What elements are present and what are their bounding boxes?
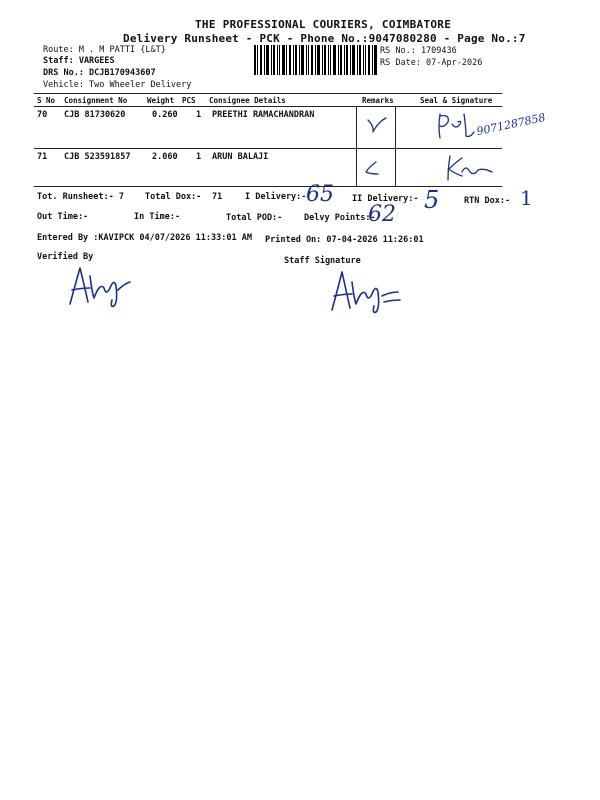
verified-by-label: Verified By [37, 252, 94, 262]
ii-delivery-value: 5 [424, 186, 440, 214]
col-seal-signature: Seal & Signature [420, 96, 493, 105]
company-name: THE PROFESSIONAL COURIERS, COIMBATORE [195, 18, 452, 31]
i-delivery-value: 65 [306, 182, 334, 207]
drs-number: DRS No.: DCJB170943607 [43, 68, 156, 78]
barcode [254, 45, 378, 75]
row-divider [395, 106, 396, 150]
out-time-label: Out Time:- [37, 212, 89, 222]
row-weight: 0.260 [152, 110, 178, 120]
row-pcs: 1 [196, 152, 202, 162]
row-consignee: ARUN BALAJI [212, 152, 269, 162]
row-pcs: 1 [196, 110, 202, 120]
col-s-no: S No [37, 96, 56, 105]
runsheet-title: Delivery Runsheet - PCK - Phone No.:9047080280 - Page No.:7 [123, 32, 526, 45]
table-top-rule [34, 93, 502, 94]
staff-signature [322, 266, 412, 316]
total-dox-label: Total Dox:- [145, 192, 202, 202]
row-divider [356, 148, 357, 186]
remark-tick-mark [362, 160, 384, 180]
ii-delivery-label: II Delivery:- [352, 194, 419, 204]
col-consignment: Consignment No [64, 96, 128, 105]
rs-date: RS Date: 07-Apr-2026 [380, 58, 483, 68]
verifier-signature [60, 262, 140, 308]
vehicle-text: Vehicle: Two Wheeler Delivery [43, 80, 192, 90]
row-s-no: 70 [37, 110, 48, 120]
col-consignee: Consignee Details [209, 96, 286, 105]
staff-text: Staff: VARGEES [43, 56, 115, 66]
row-divider [395, 148, 396, 186]
in-time-label: In Time:- [134, 212, 181, 222]
staff-signature-label: Staff Signature [284, 256, 361, 266]
row-consignment: CJB 523591857 [64, 152, 131, 162]
row-divider [356, 106, 357, 150]
i-delivery-label: I Delivery:- [245, 192, 307, 202]
tot-runsheet: Tot. Runsheet:- 7 [37, 192, 124, 202]
handwritten-phone: 9071287858 [475, 110, 547, 139]
rtn-dox-value: 1 [520, 186, 533, 210]
rs-number: RS No.: 1709436 [380, 46, 457, 56]
col-weight: Weight [147, 96, 175, 105]
row-weight: 2.060 [152, 152, 178, 162]
remark-tick-mark [364, 112, 388, 136]
row-consignee: PREETHI RAMACHANDRAN [212, 110, 315, 120]
recipient-signature [440, 150, 500, 184]
col-pcs: PCS [182, 96, 196, 105]
delvy-points-label: Delvy Points:- [304, 213, 376, 223]
total-pod-label: Total POD:- [226, 213, 283, 223]
col-remarks: Remarks [362, 96, 394, 105]
entered-by: Entered By :KAVIPCK 04/07/2026 11:33:01 AM [37, 233, 252, 243]
total-dox-value: 71 [212, 192, 223, 202]
delvy-points-value: 62 [368, 202, 396, 227]
route-text: Route: M . M PATTI {L&T} [43, 45, 166, 55]
printed-on: Printed On: 07-04-2026 11:26:01 [265, 235, 424, 245]
row-consignment: CJB 81730620 [64, 110, 126, 120]
row-separator [34, 148, 502, 149]
table-header-rule [34, 106, 502, 107]
row-s-no: 71 [37, 152, 48, 162]
rtn-dox-label: RTN Dox:- [464, 196, 511, 206]
